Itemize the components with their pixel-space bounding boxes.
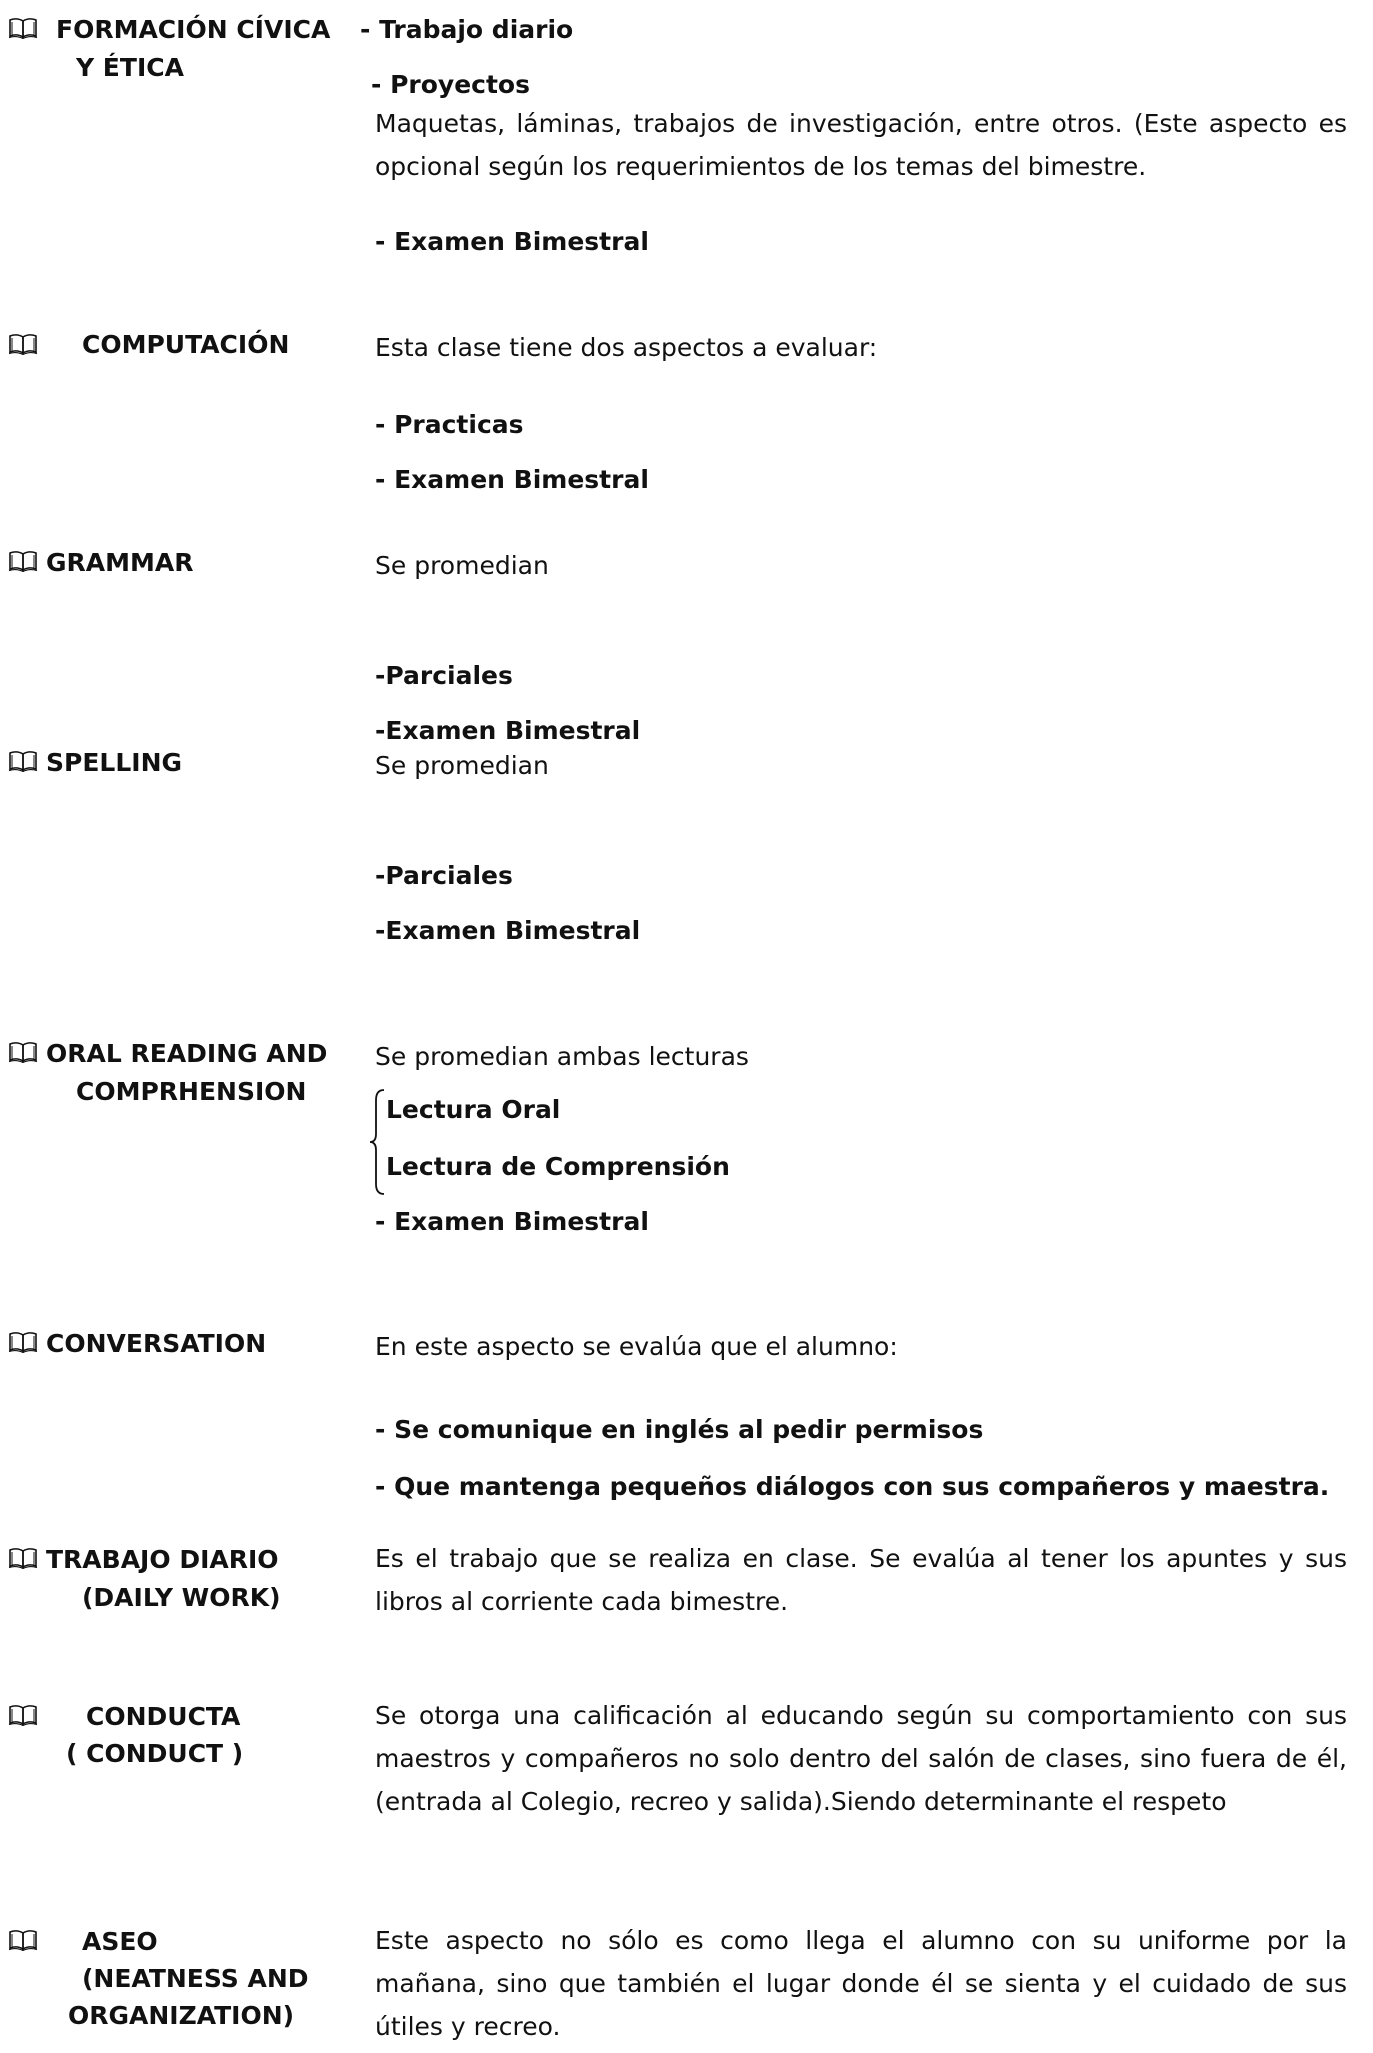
grammar-item-examen: -Examen Bimestral [375,716,641,745]
conducta-title-line2: ( CONDUCT ) [66,1739,244,1768]
book-icon [8,333,38,355]
trabajo-description: Es el trabajo que se realiza en clase. Se evalúa al tener los apuntes y sus libros al corriente cada bimestre. [375,1544,1347,1616]
conducta-title-line1: CONDUCTA [86,1702,241,1731]
aseo-title-line3: ORGANIZATION) [68,2001,295,2030]
fce-description: Maquetas, láminas, trabajos de investigación, entre otros. (Este aspecto es opcional según los requerimientos de los temas del bimestre. [375,109,1347,181]
oral-intro: Se promedian ambas lecturas [375,1042,749,1071]
book-icon [8,1547,38,1569]
trabajo-title-line1: TRABAJO DIARIO [46,1545,279,1574]
oral-title-line2: COMPRHENSION [76,1077,307,1106]
fce-item-proyectos: - Proyectos [371,70,530,99]
spelling-item-parciales: -Parciales [375,861,513,890]
conversation-title: CONVERSATION [46,1329,267,1358]
grammar-intro: Se promedian [375,551,549,580]
book-icon [8,750,38,772]
computacion-intro: Esta clase tiene dos aspectos a evaluar: [375,333,878,362]
grammar-title: GRAMMAR [46,548,194,577]
computacion-item-examen: - Examen Bimestral [375,465,649,494]
computacion-item-practicas: - Practicas [375,410,524,439]
oral-title-line1: ORAL READING AND [46,1039,328,1068]
fce-title-line1: FORMACIÓN CÍVICA [56,15,331,44]
book-icon [8,1041,38,1063]
book-icon [8,1929,38,1951]
oral-item-examen: - Examen Bimestral [375,1207,649,1236]
curly-brace [368,1088,386,1196]
fce-item-examen: - Examen Bimestral [375,227,649,256]
aseo-description: Este aspecto no sólo es como llega el alumno con su uniforme por la mañana, sino que también el lugar donde él se sienta y el cuidado de sus útiles y recreo. [375,1926,1347,2041]
fce-title-line2: Y ÉTICA [76,53,184,82]
grammar-item-parciales: -Parciales [375,661,513,690]
oral-item-lectura-oral: Lectura Oral [386,1095,561,1124]
aseo-title-line2: (NEATNESS AND [82,1964,309,1993]
spelling-item-examen: -Examen Bimestral [375,916,641,945]
spelling-title: SPELLING [46,748,183,777]
computacion-title: COMPUTACIÓN [82,330,290,359]
book-icon [8,1704,38,1726]
trabajo-title-line2: (DAILY WORK) [82,1583,281,1612]
fce-item-trabajo: - Trabajo diario [360,15,574,44]
book-icon [8,17,38,39]
book-icon [8,550,38,572]
conversation-intro: En este aspecto se evalúa que el alumno: [375,1332,898,1361]
conducta-description: Se otorga una calificación al educando según su comportamiento con sus maestros y compañeros no solo dentro del salón de clases, sino fuera de él, (entrada al Colegio, recreo y salida).Siendo determinante el respeto [375,1701,1347,1816]
aseo-title-line1: ASEO [82,1927,158,1956]
oral-item-lectura-comprension: Lectura de Comprensión [386,1152,730,1181]
spelling-intro: Se promedian [375,751,549,780]
conversation-item-comunique: - Se comunique en inglés al pedir permisos [375,1415,984,1444]
book-icon [8,1331,38,1353]
conversation-item-dialogos: - Que mantenga pequeños diálogos con sus compañeros y maestra. [375,1472,1330,1501]
